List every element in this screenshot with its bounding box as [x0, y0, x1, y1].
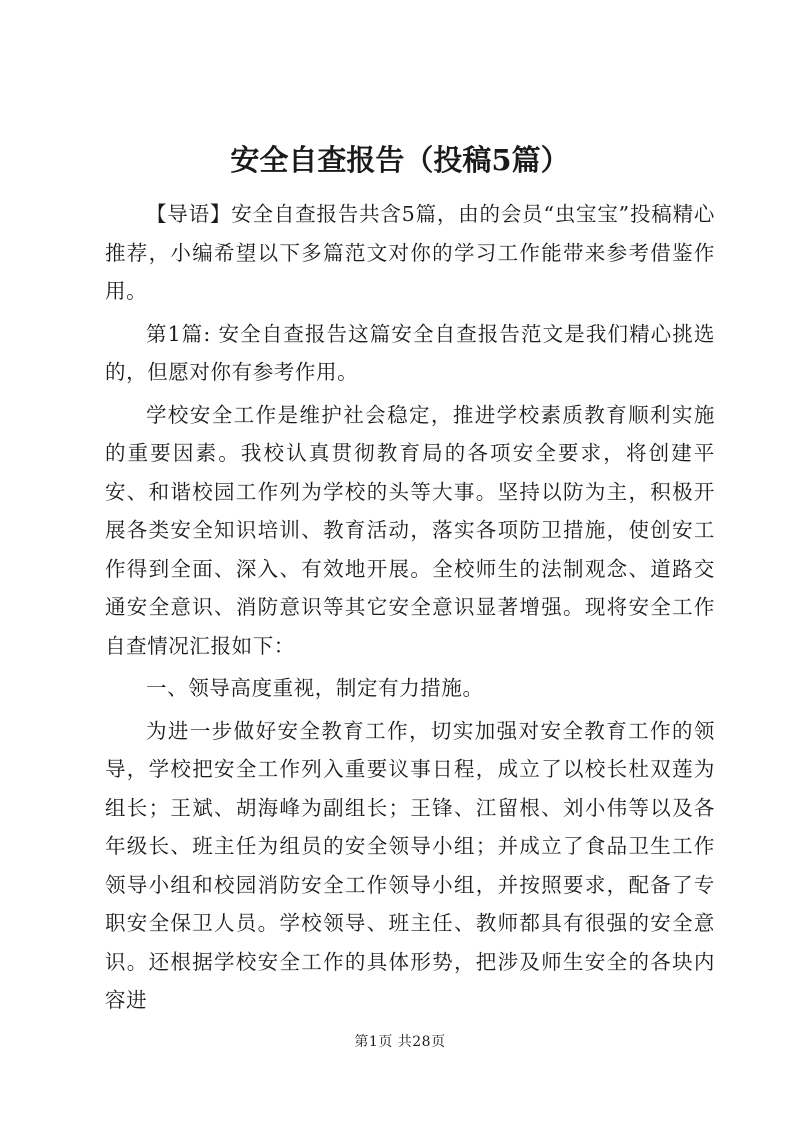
- section-heading: 一、领导高度重视，制定有力措施。: [146, 676, 484, 700]
- article-heading-paragraph: 第1篇: 安全自查报告这篇安全自查报告范文是我们精心挑选的，但愿对你有参考作用。: [105, 321, 715, 384]
- page-footer: 第1页 共28页: [354, 1034, 446, 1050]
- body-paragraph: 学校安全工作是维护社会稳定，推进学校素质教育顺利实施的重要因素。我校认真贯彻教育局的各项安全要求，将创建平安、和谐校园工作列为学校的头等大事。坚持以防为主，积极开展各类安全知识培训、教育活动，落实各项防卫措施，使创安工作得到全面、深入、有效地开展。全校师生的法制观念、道路交通安全意识、消防意识等其它安全意识显著增强。现将安全工作自查情况汇报如下：: [105, 402, 715, 658]
- body-paragraph: 为进一步做好安全教育工作，切实加强对安全教育工作的领导，学校把安全工作列入重要议事日程，成立了以校长杜双莲为组长；王斌、胡海峰为副组长；王锋、江留根、刘小伟等以及各年级长、班主任为组员的安全领导小组；并成立了食品卫生工作领导小组和校园消防安全工作领导小组，并按照要求，配备了专职安全保卫人员。学校领导、班主任、教师都具有很强的安全意识。还根据学校安全工作的具体形势，把涉及师生安全的各块内容进: [105, 718, 715, 1012]
- document-body: [105, 195, 715, 1024]
- intro-paragraph: 【导语】安全自查报告共含5篇，由的会员“虫宝宝”投稿精心推荐，小编希望以下多篇范文对你的学习工作能带来参考借鉴作用。: [105, 202, 715, 303]
- document-title: 安全自查报告（投稿5篇）: [230, 143, 570, 177]
